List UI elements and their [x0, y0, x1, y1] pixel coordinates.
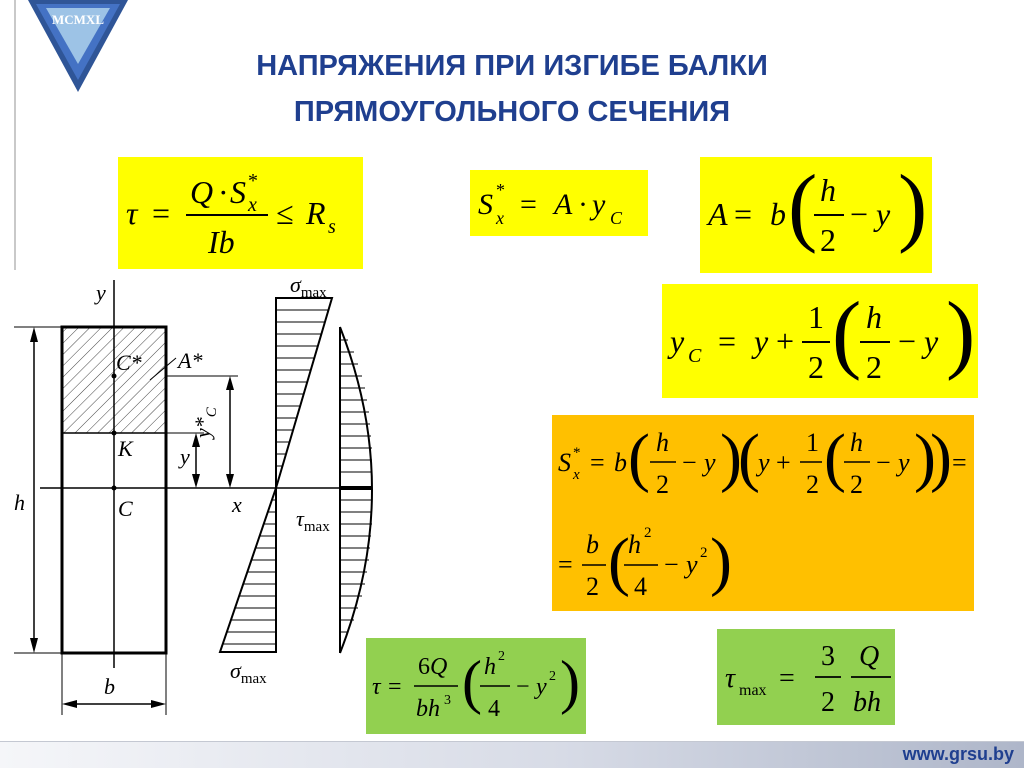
svg-text:Ib: Ib — [208, 224, 235, 260]
svg-text:h: h — [656, 428, 669, 457]
svg-text:y: y — [536, 674, 547, 700]
svg-text:6: 6 — [418, 654, 430, 680]
svg-text:2: 2 — [656, 470, 669, 499]
svg-text:+: + — [776, 448, 791, 477]
svg-text:·: · — [218, 174, 229, 210]
point-c-label: C — [118, 496, 133, 521]
slide-title-line-1: НАПРЯЖЕНИЯ ПРИ ИЗГИБЕ БАЛКИ — [256, 50, 768, 82]
svg-text:h: h — [866, 299, 882, 335]
svg-text:y: y — [704, 448, 716, 477]
svg-text:y: y — [898, 448, 910, 477]
svg-text:2: 2 — [820, 222, 836, 258]
svg-text:b: b — [770, 196, 786, 232]
svg-text:−: − — [898, 323, 917, 359]
svg-text:s: s — [328, 216, 336, 238]
svg-text:=: = — [779, 663, 795, 694]
formula-centroid — [662, 284, 978, 398]
footer-bar — [0, 741, 1024, 768]
svg-text:S: S — [230, 174, 246, 210]
svg-text:): ) — [946, 285, 976, 382]
svg-text:A: A — [708, 196, 728, 232]
svg-text:·: · — [578, 188, 588, 221]
svg-text:−: − — [850, 196, 869, 232]
svg-text:−: − — [516, 674, 530, 700]
svg-text:): ) — [930, 421, 952, 494]
caption-shear-stress — [0, 0, 1, 1]
svg-text:): ) — [560, 649, 580, 715]
svg-text:2: 2 — [866, 349, 882, 385]
svg-text:y: y — [754, 323, 769, 359]
svg-text:−: − — [664, 550, 679, 579]
svg-text:2: 2 — [700, 545, 708, 561]
svg-text:3: 3 — [444, 693, 451, 708]
centroid-c-star-label: C* — [116, 350, 142, 375]
svg-text:2: 2 — [498, 649, 505, 664]
svg-text:*: * — [496, 180, 505, 200]
svg-text:b: b — [586, 530, 599, 559]
svg-text:y: y — [592, 188, 606, 221]
svg-text:τ: τ — [725, 663, 736, 694]
svg-text:τ: τ — [372, 674, 381, 700]
svg-text:h: h — [628, 530, 641, 559]
width-b-label: b — [104, 674, 115, 699]
svg-text:3: 3 — [821, 641, 835, 672]
svg-text:R: R — [306, 195, 326, 231]
logo-text: MCMXL — [52, 12, 104, 27]
svg-text:2: 2 — [821, 687, 835, 718]
svg-text:y: y — [924, 323, 939, 359]
svg-text:h: h — [820, 172, 836, 208]
svg-text:=: = — [590, 448, 605, 477]
svg-text:≤: ≤ — [276, 195, 294, 231]
svg-text:x: x — [496, 208, 504, 228]
svg-text:(: ( — [608, 525, 630, 598]
svg-text:−: − — [876, 448, 891, 477]
svg-text:=: = — [152, 195, 171, 231]
svg-text:2: 2 — [806, 470, 819, 499]
svg-text:Q: Q — [430, 654, 448, 680]
svg-text:(: ( — [824, 421, 846, 494]
svg-text:=: = — [520, 188, 537, 221]
svg-text:=: = — [952, 448, 967, 477]
svg-text:(: ( — [738, 421, 760, 494]
svg-text:A: A — [554, 188, 573, 221]
svg-text:−: − — [682, 448, 697, 477]
svg-text:4: 4 — [634, 572, 647, 601]
svg-text:(: ( — [788, 158, 818, 255]
svg-text:+: + — [776, 323, 795, 359]
svg-text:Q: Q — [190, 174, 214, 210]
svg-text:(: ( — [832, 285, 862, 382]
yc-star-dimension-label: $y*_C$ — [190, 407, 220, 438]
x-axis-label: x — [232, 492, 242, 517]
svg-text:b: b — [614, 448, 627, 477]
slide-title-line-2: ПРЯМОУГОЛЬНОГО СЕЧЕНИЯ — [293, 96, 731, 128]
svg-text:2: 2 — [644, 525, 652, 541]
svg-text:S: S — [558, 448, 571, 477]
svg-text:=: = — [388, 674, 402, 700]
svg-text:bh: bh — [853, 687, 881, 718]
svg-text:y: y — [876, 196, 891, 232]
svg-text:τ: τ — [126, 195, 138, 231]
formula-max-shear — [717, 629, 895, 725]
svg-text:C: C — [610, 208, 623, 228]
svg-text:2: 2 — [808, 349, 824, 385]
formula-cut-area — [700, 157, 932, 273]
y-axis-label: y — [96, 280, 106, 305]
formula-static-moment — [470, 170, 648, 236]
svg-text:=: = — [558, 550, 573, 579]
svg-text:x: x — [573, 467, 580, 483]
formula-shear-stress — [118, 157, 363, 269]
svg-text:x: x — [248, 194, 257, 216]
svg-text:bh: bh — [416, 696, 440, 722]
svg-text:): ) — [720, 421, 742, 494]
svg-text:1: 1 — [808, 299, 824, 335]
svg-text:y: y — [670, 323, 685, 359]
svg-text:2: 2 — [850, 470, 863, 499]
svg-text:4: 4 — [488, 696, 500, 722]
svg-text:C: C — [688, 345, 702, 367]
height-h-label: h — [14, 490, 25, 515]
svg-text:2: 2 — [549, 669, 556, 684]
point-k-label: K — [118, 436, 133, 461]
svg-text:=: = — [734, 196, 753, 232]
area-a-star-label: A* — [178, 348, 203, 373]
svg-text:*: * — [248, 170, 258, 192]
svg-text:2: 2 — [586, 572, 599, 601]
svg-text:y: y — [686, 550, 698, 579]
svg-text:=: = — [718, 323, 737, 359]
beam-section-diagram — [0, 270, 400, 735]
sigma-max-top-label: $\sigma_{max}$ — [290, 272, 327, 301]
formula-static-moment-expanded — [552, 415, 974, 611]
svg-text:S: S — [478, 188, 493, 221]
svg-text:1: 1 — [806, 428, 819, 457]
svg-text:h: h — [484, 654, 496, 680]
tau-max-label: $\tau_{max}$ — [296, 506, 330, 535]
y-dimension-label: y — [180, 444, 190, 469]
svg-text:*: * — [573, 445, 581, 461]
sigma-max-bottom-label: $\sigma_{max}$ — [230, 658, 267, 687]
svg-text:(: ( — [628, 421, 650, 494]
left-divider-line — [14, 0, 16, 270]
svg-text:Q: Q — [859, 641, 880, 672]
svg-text:max: max — [739, 682, 767, 699]
svg-text:): ) — [710, 525, 732, 598]
svg-text:y: y — [758, 448, 770, 477]
svg-text:): ) — [898, 158, 928, 255]
svg-text:): ) — [914, 421, 936, 494]
svg-text:h: h — [850, 428, 863, 457]
footer-website-link[interactable]: www.grsu.by — [902, 744, 1014, 764]
svg-text:(: ( — [462, 649, 482, 715]
